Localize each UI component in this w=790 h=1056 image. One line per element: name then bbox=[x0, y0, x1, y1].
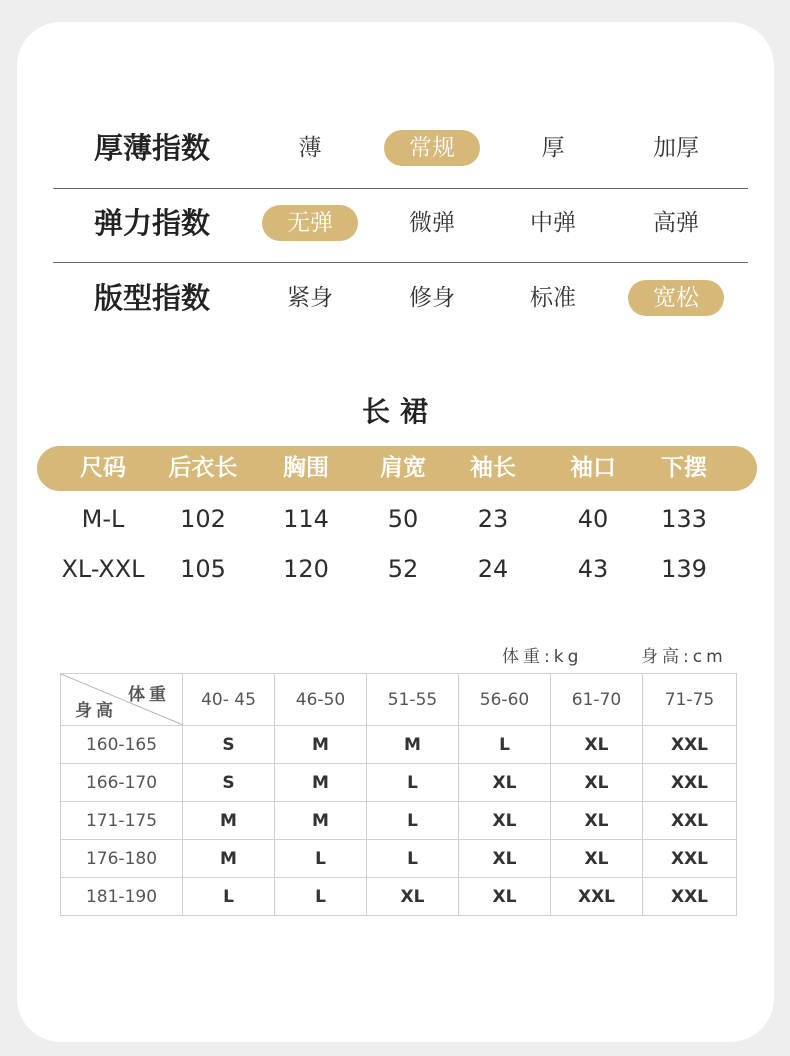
cell-bust: 114 bbox=[283, 505, 329, 533]
weight-range-header: 40- 45 bbox=[183, 674, 275, 726]
size-cell: XXL bbox=[643, 840, 737, 878]
height-range-cell: 181-190 bbox=[61, 878, 183, 916]
size-cell: XXL bbox=[643, 726, 737, 764]
height-unit-label: 身高:cm bbox=[641, 647, 727, 667]
size-cell: XXL bbox=[643, 878, 737, 916]
size-cell: XL bbox=[551, 802, 643, 840]
corner-weight-label: 体重 bbox=[128, 685, 170, 705]
table-row bbox=[61, 802, 737, 840]
elasticity-index-row bbox=[0, 203, 790, 243]
dress-section-title: 长裙 bbox=[361, 395, 438, 428]
size-cell: M bbox=[275, 764, 367, 802]
size-cell: XXL bbox=[643, 802, 737, 840]
cell-cuff: 43 bbox=[577, 555, 609, 583]
cell-sleeve-length: 23 bbox=[477, 505, 509, 533]
size-recommendation-table bbox=[60, 673, 737, 916]
height-range-cell: 166-170 bbox=[61, 764, 183, 802]
size-cell: L bbox=[275, 878, 367, 916]
size-cell: L bbox=[459, 726, 551, 764]
fit-index-row bbox=[0, 278, 790, 318]
corner-header-cell bbox=[61, 674, 183, 726]
thickness-option-thin: 薄 bbox=[298, 135, 322, 161]
fit-option-tight: 紧身 bbox=[287, 285, 333, 311]
size-cell: S bbox=[183, 726, 275, 764]
cell-sleeve-length: 24 bbox=[477, 555, 509, 583]
table-header-row bbox=[61, 674, 737, 726]
elasticity-option-medium: 中弹 bbox=[530, 210, 576, 236]
fit-option-standard: 标准 bbox=[530, 285, 576, 311]
cell-size: M-L bbox=[81, 505, 125, 533]
thickness-index-row bbox=[0, 128, 790, 168]
weight-range-header: 46-50 bbox=[275, 674, 367, 726]
header-size: 尺码 bbox=[80, 455, 126, 481]
size-cell: XL bbox=[459, 878, 551, 916]
size-cell: XL bbox=[551, 726, 643, 764]
size-cell: XXL bbox=[551, 878, 643, 916]
cell-back-length: 102 bbox=[180, 505, 226, 533]
fit-option-slim: 修身 bbox=[409, 285, 455, 311]
elasticity-option-none: 无弹 bbox=[262, 205, 358, 241]
header-cuff: 袖口 bbox=[570, 455, 616, 481]
cell-back-length: 105 bbox=[180, 555, 226, 583]
fit-option-loose: 宽松 bbox=[628, 280, 724, 316]
height-range-cell: 176-180 bbox=[61, 840, 183, 878]
header-hem: 下摆 bbox=[661, 455, 707, 481]
weight-range-header: 61-70 bbox=[551, 674, 643, 726]
size-cell: XL bbox=[459, 840, 551, 878]
divider bbox=[53, 188, 748, 189]
size-cell: XL bbox=[459, 764, 551, 802]
thickness-option-thick: 厚 bbox=[541, 135, 565, 161]
elasticity-option-slight: 微弹 bbox=[409, 210, 455, 236]
thickness-option-regular: 常规 bbox=[384, 130, 480, 166]
size-cell: L bbox=[367, 840, 459, 878]
size-cell: M bbox=[275, 802, 367, 840]
size-cell: XL bbox=[367, 878, 459, 916]
cell-cuff: 40 bbox=[577, 505, 609, 533]
weight-range-header: 51-55 bbox=[367, 674, 459, 726]
size-cell: XL bbox=[459, 802, 551, 840]
size-cell: S bbox=[183, 764, 275, 802]
corner-height-label: 身高 bbox=[75, 701, 117, 721]
cell-hem: 139 bbox=[661, 555, 707, 583]
table-row bbox=[61, 726, 737, 764]
size-cell: XL bbox=[551, 840, 643, 878]
dress-table-header bbox=[37, 446, 757, 491]
fit-index-title: 版型指数 bbox=[94, 281, 211, 315]
header-sleeve-length: 袖长 bbox=[470, 455, 516, 481]
dress-table-row bbox=[0, 502, 790, 536]
size-cell: L bbox=[367, 764, 459, 802]
divider bbox=[53, 262, 748, 263]
cell-shoulder: 50 bbox=[387, 505, 419, 533]
table-row bbox=[61, 764, 737, 802]
header-bust: 胸围 bbox=[283, 455, 329, 481]
table-row bbox=[61, 840, 737, 878]
size-cell: M bbox=[183, 802, 275, 840]
size-cell: L bbox=[367, 802, 459, 840]
size-cell: XXL bbox=[643, 764, 737, 802]
weight-unit-label: 体重:kg bbox=[502, 647, 583, 667]
size-cell: XL bbox=[551, 764, 643, 802]
cell-shoulder: 52 bbox=[387, 555, 419, 583]
size-cell: M bbox=[183, 840, 275, 878]
table-row bbox=[61, 878, 737, 916]
size-cell: M bbox=[367, 726, 459, 764]
thickness-option-extra-thick: 加厚 bbox=[653, 135, 699, 161]
height-range-cell: 171-175 bbox=[61, 802, 183, 840]
weight-range-header: 71-75 bbox=[643, 674, 737, 726]
elasticity-index-title: 弹力指数 bbox=[94, 206, 211, 240]
header-back-length: 后衣长 bbox=[168, 455, 238, 481]
height-range-cell: 160-165 bbox=[61, 726, 183, 764]
size-cell: L bbox=[183, 878, 275, 916]
thickness-index-title: 厚薄指数 bbox=[94, 131, 211, 165]
header-shoulder: 肩宽 bbox=[380, 455, 426, 481]
dress-table-row bbox=[0, 552, 790, 586]
weight-range-header: 56-60 bbox=[459, 674, 551, 726]
cell-size: XL-XXL bbox=[61, 555, 145, 583]
size-cell: M bbox=[275, 726, 367, 764]
elasticity-option-high: 高弹 bbox=[653, 210, 699, 236]
cell-hem: 133 bbox=[661, 505, 707, 533]
cell-bust: 120 bbox=[283, 555, 329, 583]
size-cell: L bbox=[275, 840, 367, 878]
